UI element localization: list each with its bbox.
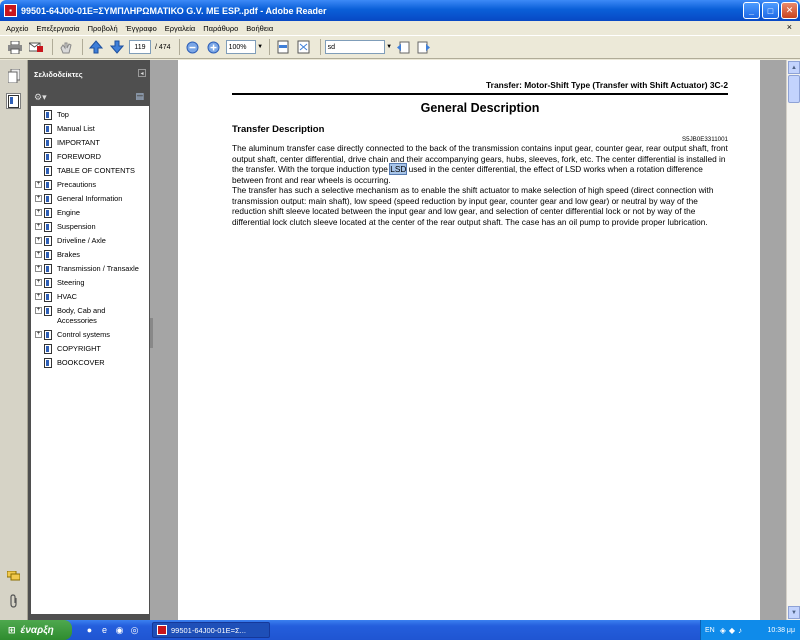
expand-icon[interactable]: + (36, 331, 41, 337)
pdf-task-icon (157, 625, 167, 635)
menu-edit[interactable]: Επεξεργασία (36, 23, 80, 33)
bookmark-icon (44, 236, 52, 246)
expand-icon[interactable]: + (36, 293, 41, 299)
expand-icon[interactable]: + (36, 251, 41, 257)
bookmark-item[interactable]: TABLE OF CONTENTS (31, 166, 135, 176)
bookmark-item[interactable]: + HVAC (36, 292, 77, 301)
toolbar-separator (52, 39, 53, 55)
scroll-up-icon[interactable]: ▲ (788, 61, 800, 74)
language-indicator[interactable]: EN (705, 626, 715, 634)
windows-flag-icon: ⊞ (8, 624, 16, 635)
expand-icon[interactable]: + (36, 223, 41, 229)
fit-width-icon[interactable] (274, 38, 292, 56)
bookmark-icon (44, 292, 52, 302)
panel-splitter[interactable] (150, 60, 178, 620)
print-icon[interactable] (6, 38, 24, 56)
pdf-page[interactable] (178, 60, 760, 620)
bookmark-item[interactable]: + Steering (36, 278, 85, 287)
next-page-icon[interactable] (108, 38, 126, 56)
section-title: Transfer Description (232, 124, 325, 135)
menu-file[interactable]: Αρχείο (6, 23, 29, 33)
window-title: 99501-64J00-01E=ΣΥΜΠΛΗΡΩΜΑΤΙΚΟ G.V. ME ESP..pdf - Adobe Reader (21, 5, 327, 16)
toolbar (0, 35, 800, 59)
bookmark-label-line2: Accessories (57, 316, 97, 325)
menu-tools[interactable]: Εργαλεία (164, 23, 196, 33)
bookmark-icon (44, 330, 52, 340)
expand-icon[interactable]: + (36, 265, 41, 271)
bookmark-item[interactable]: IMPORTANT (31, 138, 100, 148)
pages-icon[interactable] (6, 68, 21, 84)
bookmarks-tree (31, 106, 149, 614)
zoom-level-input[interactable]: 100% (226, 40, 256, 54)
window-title-bar[interactable] (0, 0, 800, 21)
scroll-thumb[interactable] (788, 75, 800, 103)
browser-icon[interactable]: ● (86, 625, 93, 635)
comments-icon[interactable] (6, 568, 21, 584)
bookmark-item[interactable]: + Control systems (36, 330, 110, 339)
scroll-down-icon[interactable]: ▼ (788, 606, 800, 619)
toolbar-separator (269, 39, 270, 55)
new-bookmark-icon[interactable]: ▤ (135, 91, 144, 101)
page-title: General Description (420, 101, 540, 115)
bookmark-icon (44, 222, 52, 232)
bookmark-item[interactable] (31, 306, 105, 326)
bookmark-icon (44, 166, 52, 176)
paragraph: The transfer has such a selective mechanism as to enable the shift actuator to make selection of high speed (direct connection with transmission output: main shaft), low speed (speed reduction by input gear, counter gear and low gear) or neutral by way of the reduction shift sleeve located between the input gear and low gear, and selection of center differential lock or not by way of the differential lock clutch sleeve located at the center of the rear output shaft. The case has an oil pump to provide proper lubrication. (232, 185, 714, 227)
bookmark-item[interactable]: Manual List (31, 124, 95, 134)
adobe-reader-app-icon: ▪ (4, 4, 17, 17)
bookmark-icon (44, 344, 52, 354)
bookmark-icon (44, 358, 52, 368)
zoom-dropdown-icon[interactable]: ▼ (257, 44, 264, 50)
menu-view[interactable]: Προβολή (87, 23, 118, 33)
bookmark-item[interactable]: + Brakes (36, 250, 81, 259)
bookmark-icon (44, 110, 52, 120)
taskbar-item-reader[interactable]: 99501-64J00-01E=Σ... (152, 622, 270, 638)
search-next-icon[interactable] (415, 38, 433, 56)
bookmark-item[interactable]: FOREWORD (31, 152, 101, 162)
panel-close-icon[interactable]: ◂ (138, 69, 146, 77)
toolbar-separator (82, 39, 83, 55)
hand-tool-icon[interactable] (57, 38, 75, 56)
maximize-button[interactable]: □ (762, 2, 779, 19)
bookmark-icon (44, 152, 52, 162)
expand-icon[interactable]: + (36, 209, 41, 215)
document-close-icon[interactable]: × (786, 22, 792, 32)
previous-page-icon[interactable] (87, 38, 105, 56)
search-dropdown-icon[interactable]: ▼ (386, 44, 393, 50)
email-icon[interactable] (27, 38, 45, 56)
media-icon[interactable]: ◎ (130, 624, 139, 635)
bookmark-item[interactable]: + Suspension (36, 222, 96, 231)
search-previous-icon[interactable] (394, 38, 412, 56)
page-header: Transfer: Motor-Shift Type (Transfer with Shift Actuator) 3C-2 (232, 80, 728, 95)
bookmark-icon (44, 194, 52, 204)
zoom-in-icon[interactable] (205, 38, 223, 56)
bookmark-item[interactable]: + Transmission / Transaxle (36, 264, 139, 273)
expand-icon[interactable]: + (36, 237, 41, 243)
menu-help[interactable]: Βοήθεια (246, 23, 274, 33)
menu-window[interactable]: Παράθυρο (203, 23, 239, 33)
bookmark-item[interactable]: COPYRIGHT (31, 344, 101, 354)
volume-icon[interactable]: ♪ (738, 625, 743, 635)
bookmark-icon (44, 180, 52, 190)
bookmark-icon (44, 264, 52, 274)
clock: 10:38 μμ (767, 626, 795, 634)
quick-launch (84, 625, 144, 636)
section-id: S5JB0E3311001 (682, 136, 728, 143)
expand-icon[interactable]: + (36, 195, 41, 201)
bookmark-label-line1: Body, Cab and (57, 306, 106, 315)
bookmark-icon (44, 278, 52, 288)
fit-page-icon[interactable] (295, 38, 313, 56)
page-number-input[interactable]: 119 (129, 40, 151, 54)
bookmarks-icon[interactable] (6, 93, 21, 109)
start-button[interactable]: ⊞ έναρξη (0, 620, 72, 640)
bookmark-item[interactable]: + Precautions (36, 180, 97, 189)
search-highlight: LSD (390, 164, 407, 174)
bookmark-icon (44, 124, 52, 134)
bookmark-item[interactable]: + Engine (36, 208, 81, 217)
bookmark-icon (44, 138, 52, 148)
bookmark-icon (44, 250, 52, 260)
options-gear-icon[interactable]: ⚙▾ (34, 91, 47, 102)
bookmark-item[interactable]: + General Information (36, 194, 123, 203)
bookmark-icon (44, 208, 52, 218)
attachments-icon[interactable] (6, 593, 21, 609)
bookmark-icon (44, 306, 52, 316)
page-total: / 474 (155, 43, 171, 51)
bookmarks-title: Σελιδοδείκτες (34, 69, 83, 79)
navigation-pane-strip (0, 60, 28, 620)
expand-icon[interactable]: + (36, 181, 41, 187)
chrome-icon[interactable]: ◉ (115, 624, 124, 635)
zoom-out-icon[interactable] (184, 38, 202, 56)
system-tray (700, 620, 800, 640)
taskbar (0, 620, 800, 640)
menu-document[interactable]: Έγγραφο (125, 23, 157, 33)
bookmark-item[interactable]: Top (31, 110, 69, 120)
bookmark-item[interactable]: + Driveline / Axle (36, 236, 106, 245)
bookmark-item[interactable]: BOOKCOVER (31, 358, 105, 368)
bookmarks-panel (28, 60, 150, 620)
expand-icon[interactable]: + (36, 307, 41, 313)
ie-icon[interactable]: e (101, 625, 107, 635)
menu-bar (0, 21, 800, 35)
paragraph: The aluminum transfer case directly connected to the back of the transmission contains input gear, counter gear, rear output shaft, front output shaft, center differential, drive chain and their accompanying gears, hubs, sleeves, fork, etc. The center differential is installed in the transfer. With the torque induction type LSD used in the center differential, the effect of LSD works when a rotation difference between front and rear wheels is occurring. (232, 143, 728, 185)
expand-icon[interactable]: + (36, 279, 41, 285)
document-view[interactable] (178, 60, 786, 620)
minimize-button[interactable]: _ (743, 2, 760, 19)
close-button[interactable]: ✕ (781, 2, 798, 19)
vertical-scrollbar[interactable] (786, 60, 800, 620)
toolbar-separator (320, 39, 321, 55)
antivirus-icon[interactable]: ◆ (728, 625, 736, 635)
bookmarks-header (28, 60, 150, 88)
search-input[interactable]: sd (325, 40, 385, 54)
toolbar-separator (179, 39, 180, 55)
network-icon[interactable]: ◈ (719, 625, 726, 635)
bookmarks-toolbar (28, 88, 150, 106)
body-text (232, 143, 728, 227)
splitter-grip[interactable] (150, 318, 153, 348)
